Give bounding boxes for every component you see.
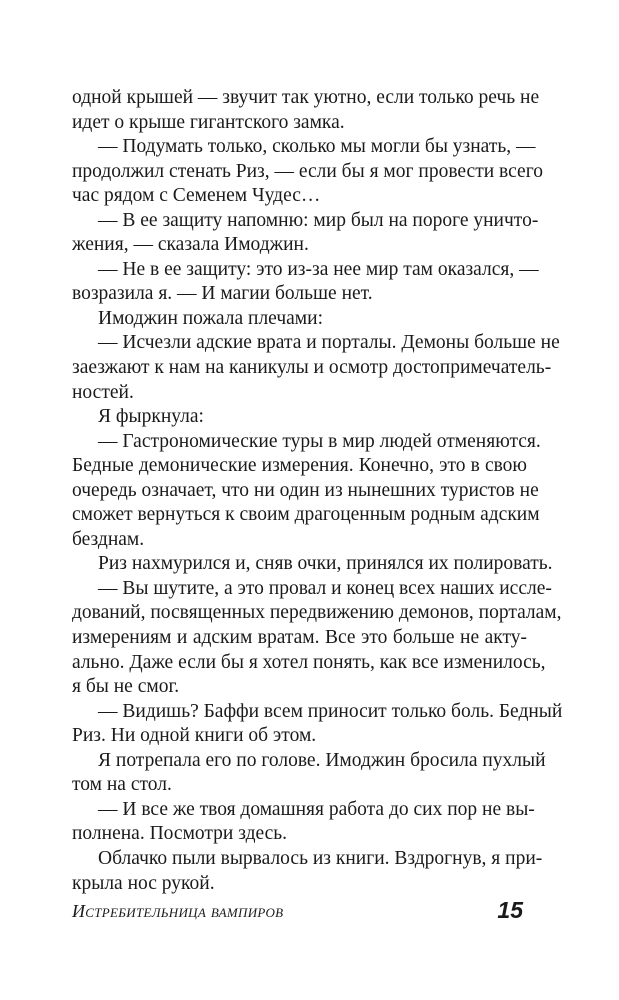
page-body xyxy=(72,86,563,896)
text-line: час рядом с Семенем Чудес… xyxy=(72,185,321,207)
text-line: Я фыркнула: xyxy=(98,406,204,428)
text-line: Риз. Ни одной книги об этом. xyxy=(72,725,317,747)
text-line: Облачко пыли вырвалось из книги. Вздрогнув, я при- xyxy=(98,847,543,869)
text-line: одной крышей — звучит так уютно, если только речь не xyxy=(72,87,540,108)
page-footer xyxy=(72,897,527,927)
text-line: безднам. xyxy=(72,528,145,550)
text-line: продолжил стенать Риз, — если бы я мог провести всего xyxy=(72,160,543,182)
text-line: — И все же твоя домашняя работа до сих пор не вы- xyxy=(98,798,535,820)
text-line: том на стол. xyxy=(72,774,172,796)
text-line: ально. Даже если бы я хотел понять, как все изменилось, xyxy=(72,651,546,673)
text-line: Имоджин пожала плечами: xyxy=(98,307,324,329)
text-line: крыла нос рукой. xyxy=(72,872,215,894)
text-line: — В ее защиту напомню: мир был на пороге уничто- xyxy=(98,209,539,231)
text-line: — Вы шутите, а это провал и конец всех наших иссле- xyxy=(98,577,552,599)
text-line: Бедные демонические измерения. Конечно, это в свою xyxy=(72,455,527,477)
text-line: — Гастрономические туры в мир людей отменяются. xyxy=(98,430,541,452)
text-line: сможет вернуться к своим драгоценным родным адским xyxy=(72,504,540,526)
text-line: ностей. xyxy=(72,381,134,403)
text-line: заезжают к нам на каникулы и осмотр достопримечатель- xyxy=(72,357,552,379)
text-line: я бы не смог. xyxy=(72,676,180,698)
text-line: дований, посвященных передвижению демонов, порталам, xyxy=(72,602,562,624)
page-number: 15 xyxy=(497,897,523,923)
text-line: измерениям и адским вратам. Все это больше не акту- xyxy=(72,627,527,649)
text-line: идет о крыше гигантского замка. xyxy=(72,111,345,133)
text-line: полнена. Посмотри здесь. xyxy=(72,823,288,845)
text-line: Я потрепала его по голове. Имоджин бросила пухлый xyxy=(98,749,546,771)
text-line: — Видишь? Баффи всем приносит только боль. Бедный xyxy=(98,700,563,722)
text-line: жения, — сказала Имоджин. xyxy=(72,234,309,256)
running-title: Истребительница вампиров xyxy=(72,901,284,921)
text-line: очередь означает, что ни один из нынешних туристов не xyxy=(72,479,539,501)
text-line: возразила я. — И магии больше нет. xyxy=(72,283,373,305)
text-line: — Не в ее защиту: это из-за нее мир там оказался, — xyxy=(98,258,539,280)
text-line: Риз нахмурился и, сняв очки, принялся их полировать. xyxy=(98,553,553,575)
text-line: — Исчезли адские врата и порталы. Демоны больше не xyxy=(98,332,560,354)
text-line: — Подумать только, сколько мы могли бы узнать, — xyxy=(98,136,536,158)
